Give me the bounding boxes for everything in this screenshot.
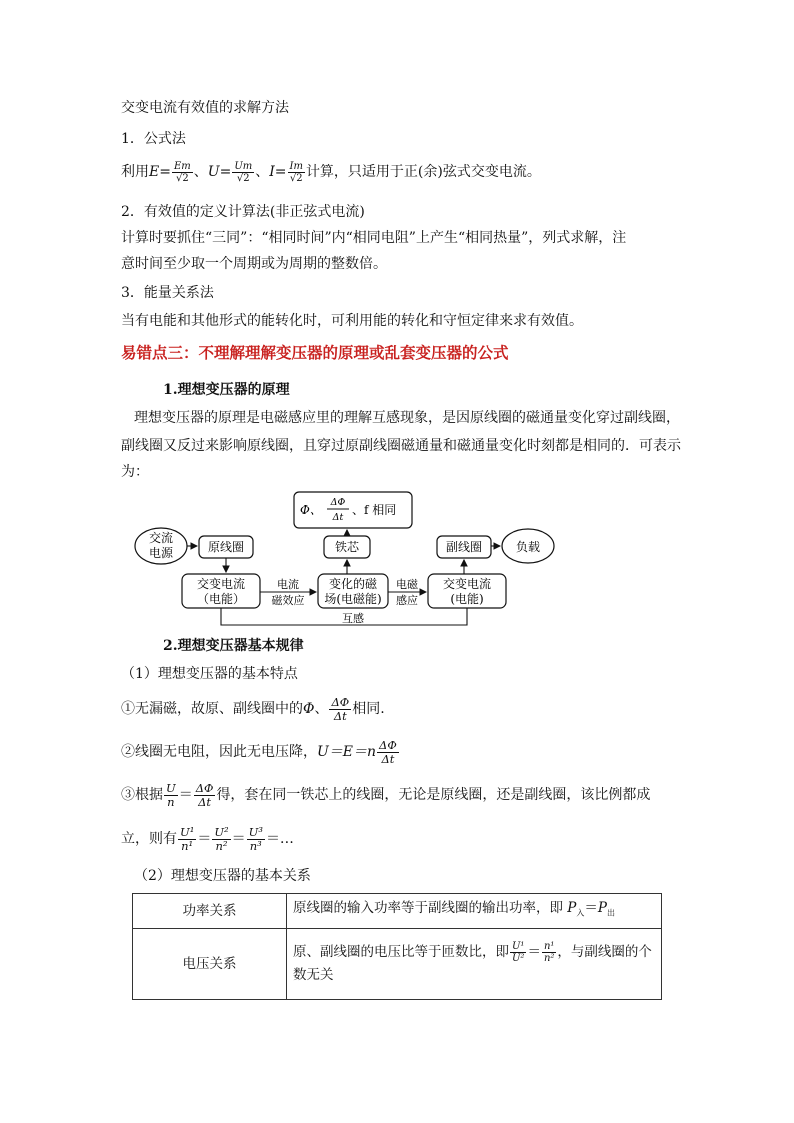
ac2-label-2: (电能) [450,592,484,606]
top-phi: Φ、 [300,503,322,517]
method3-heading: 3．能量关系法 [121,285,214,301]
rules-sub1: （1）理想变压器的基本特点 [121,666,298,682]
power-value-cell: 原线圈的输入功率等于副线圈的输出功率，即 $P_入=P_出$ [287,894,662,929]
field-label-1: 变化的磁 [328,577,378,591]
ac1-label-2: （电能） [196,592,246,606]
table-row [133,894,662,929]
method2-line2: 意时间至少取一个周期或为周期的整数倍。 [121,256,387,272]
load-label: 负载 [515,540,541,554]
rules-heading: 2.理想变压器基本规律 [163,638,304,654]
method2-line1: 计算时要抓住“三同”：“相同时间”内“相同电阻”上产生“相同热量”，列式求解，注 [121,230,627,246]
frac-u1-u2: $\frac{\text{U¹}}{\text{U²}}$ [512,941,525,965]
frac-em: $\frac{Em}{√2}$ [173,160,191,184]
frac-dphi-dt-1: $\frac{\Delta\Phi}{\Delta t}$ [331,694,350,723]
method3-line1: 当有电能和其他形式的能转化时，可利用能的转化和守恒定律来求有效值。 [121,313,583,329]
feature-item-3: ③根据 $\frac{U}{n}$ ＝ $\frac{\Delta\Phi}{\Delta t}$ 得，套在同一铁芯上的线圈，无论是原线圈，还是副线圈，该比例都成 [121,780,651,809]
mutual-label: 互感 [342,612,364,625]
frac-u1-n1: $\frac{\text{U¹}}{\text{n¹}}$ [180,824,195,853]
feature-item-2: ②线圈无电阻，因此无电压降，U＝E＝n $\frac{\Delta\Phi}{\Delta t}$ [121,737,397,766]
arrow1-bottom-label: 磁效应 [271,594,305,607]
ac2-label-1: 交变电流 [442,577,492,591]
top-frac-num: ΔΦ [330,497,346,508]
rules-sub2: （2）理想变压器的基本关系 [134,868,311,884]
field-label-2: 场(电磁能) [324,592,382,606]
source-label-1: 交流 [148,531,174,545]
var-i: I [269,164,275,180]
method1-formula-line: 利用E= $\frac{Em}{√2}$ 、U= $\frac{Um}{√2}$ 、I= $\frac{Im}{√2}$ 计算，只适用于正(余)弦式交变电流。 [121,160,541,184]
relations-table [132,893,662,1000]
feature-item-1: ①无漏磁，故原、副线圈中的Φ、 $\frac{\Delta\Phi}{\Delta t}$ 相同. [121,694,385,723]
transformer-diagram [128,488,558,630]
method1-heading: 1．公式法 [121,131,186,147]
power-key-cell: 功率关系 [133,894,287,929]
principle-heading: 1.理想变压器的原理 [163,382,290,398]
principle-line3: 为： [121,464,149,480]
formula-prefix: 利用 [121,164,149,180]
voltage-key-cell: 电压关系 [133,928,287,999]
source-label-2: 电源 [148,546,174,560]
principle-line1: 理想变压器的原理是电磁感应里的理解互感现象，是因原线圈的磁通量变化穿过副线圈， [134,410,680,426]
frac-u3-n3: $\frac{\text{U³}}{\text{n³}}$ [248,824,263,853]
primary-coil-label: 原线圈 [207,540,245,554]
var-e: E [149,164,160,180]
voltage-value-cell: 原、副线圈的电压比等于匝数比，即 $\frac{\text{U¹}}{\text{U²}}$ ＝ $\frac{\text{n¹}}{\text{n²}}$ ，与副线圈的个 数无关 [287,928,662,999]
frac-u2-n2: $\frac{\text{U²}}{\text{n²}}$ [214,824,229,853]
arrow1-top-label: 电流 [277,578,299,591]
section-title: 交变电流有效值的求解方法 [121,100,289,116]
secondary-coil-label: 副线圈 [445,540,483,554]
error-point-heading: 易错点三：不理解理解变压器的原理或乱套变压器的公式 [121,343,509,362]
frac-u-n: $\frac{U}{n}$ [166,780,176,809]
table-row [133,928,662,999]
principle-line2: 副线圈又反过来影响原线圈，且穿过原副线圈磁通量和磁通量变化时刻都是相同的．可表示 [121,438,681,454]
ac1-label-1: 交变电流 [196,577,246,591]
feature-item-3-cont: 立，则有 $\frac{\text{U¹}}{\text{n¹}}$ ＝ $\frac{\text{U²}}{\text{n²}}$ ＝ $\frac{\text{U³}}{\text{n³}}$ ＝… [121,824,294,853]
frac-dphi-dt-3: $\frac{\Delta\Phi}{\Delta t}$ [195,780,214,809]
arrow2-top-label: 电磁 [396,578,418,591]
iron-core-label: 铁芯 [334,540,360,554]
var-u: U [207,164,220,180]
frac-dphi-dt-2: $\frac{\Delta\Phi}{\Delta t}$ [379,737,397,766]
formula-suffix: 计算，只适用于正(余)弦式交变电流。 [305,164,541,180]
frac-n1-n2: $\frac{\text{n¹}}{\text{n²}}$ [543,941,555,965]
top-rest: 、f 相同 [352,503,397,517]
frac-im: $\frac{Im}{√2}$ [289,160,303,184]
top-frac-den: Δt [332,512,344,523]
frac-um: $\frac{Um}{√2}$ [234,160,253,184]
arrow2-bottom-label: 感应 [396,594,418,607]
method2-heading: 2．有效值的定义计算法(非正弦式电流) [121,204,365,220]
eq-sign: = [159,164,171,180]
